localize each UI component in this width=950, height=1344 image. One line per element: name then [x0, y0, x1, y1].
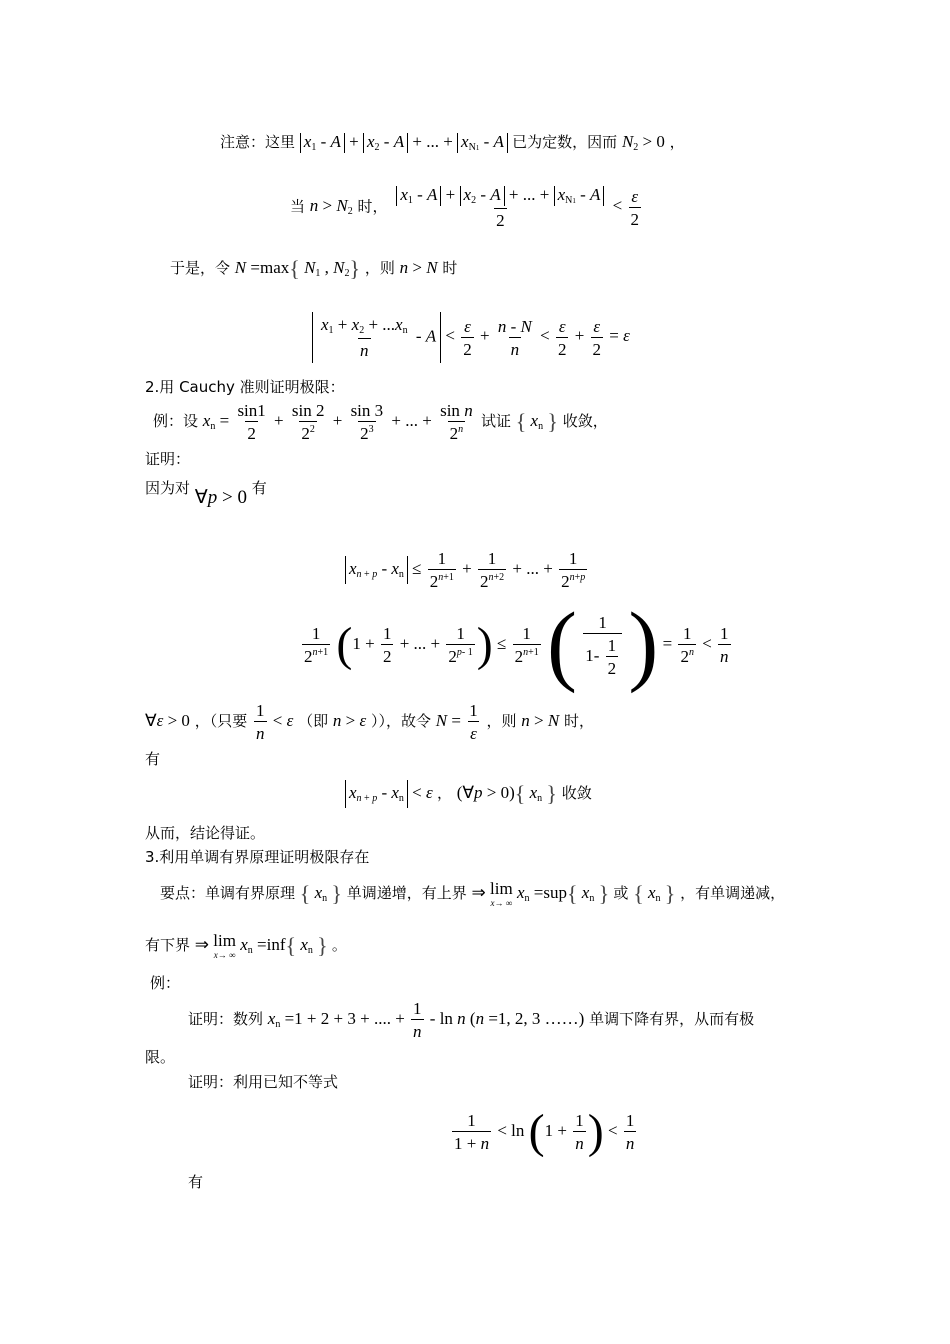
fraction: $\frac{x_1 - A + x_2 - A + ... + x_{N1} - A}{2}$ — [394, 186, 606, 229]
epsilon-line: ∀ε > 0 ，（只要 $\frac{1}{n}$ < ε （即 n > ε ）），故令 N = $\frac{1}{\varepsilon}$ ，则 n > N 时， — [145, 701, 595, 743]
thus-line: 于是，令 N =max{ $N_1$ , $N_2$} ，则 n > N 时 — [170, 256, 458, 281]
abs-sum-expression: $x_1 - A + x_2 - A$ + ... + $x_{N1}$ - A — [300, 132, 512, 151]
example-line: 例：设 $x_n$ = $\frac{\sin 1}{2}$ + $\frac{\sin 2}{2^2}$ + $\frac{\sin 3}{2^3}$ + ... + $\frac{\text{sin n}}{2^n}$ 试证 { $x_n$ } 收敛， — [153, 401, 608, 443]
lower-bound-line: 有下界 ⇒ lim x→ ∞ $x_n =inf${ $x_n$ } 。 — [145, 931, 347, 960]
log-inequality: $\frac{1}{1 + n}$ < ln (1 + $\frac{1}{n}$ ) < $\frac{1}{n}$ — [454, 1105, 635, 1158]
when-line: 当 $n > N_2$ 时， $\frac{x_1 - A + x_2 - A + ... + x_{N1} - A}{2}$ < $\frac{\varepsilon}{2}$ — [290, 185, 639, 230]
note-line: 注意：这里 $x_1 - A + x_2 - A$ + ... + $x_{N1}$ - A 已为定数，因而 $N_2 > 0$ ， — [220, 132, 685, 153]
conclusion: 从而，结论得证。 — [145, 824, 266, 842]
key-point-line: 要点：单调有界原理 { $x_n$ } 单调递增，有上界 ⇒ lim x→ ∞ $x_n =sup${ $x_n$ } 或 { $x_n$ } ，有单调递减， — [160, 879, 786, 908]
have-label-3: 有 — [188, 1173, 204, 1191]
epsilon-inequality: $\frac{x_1 + x_2 + ...x_n}{n}$ - A < $\frac{\varepsilon}{2}$ + $\frac{n - N}{n}$ < $\frac{\varepsilon}{2}$ + $\frac{\varepsilon}{2}$ = ε — [312, 312, 630, 363]
proof-inequality-label: 证明：利用已知不等式 — [188, 1073, 339, 1091]
have-label: 有 — [145, 750, 161, 768]
cauchy-inequality-2: $\frac{1}{2^{n+1}}$ (1 + $\frac{1}{2}$ + ... + $\frac{1}{2^{p- 1}}$ ) ≤ $\frac{1}{2^{n+1}}$ ( 1 1- $\frac{1}{2}$ ) = $\frac{1}{2^n}$ < $\frac{1}{n}$ — [304, 595, 729, 694]
convergence-line: $x_{n + p} - x_n < \varepsilon$ ， (∀p > 0){ $x_n$ } 收敛 — [345, 780, 592, 808]
proof-sequence-line: 证明：数列 $x_n =1 + 2 + 3$ + .... + $\frac{1}{n}$ - ln n (n =1, 2, 3 ……) 单调下降有界，从而有极 — [188, 999, 755, 1041]
because-line: 因为对 ∀p > 0 有 — [145, 479, 267, 508]
proof-label: 证明： — [145, 450, 191, 468]
limit-word: 限。 — [145, 1048, 176, 1066]
section-2-title: 2.用 Cauchy 准则证明极限： — [145, 378, 345, 396]
example-2-label: 例： — [150, 974, 181, 992]
section-3-title: 3.利用单调有界原理证明极限存在 — [145, 848, 370, 866]
cauchy-inequality-1: $x_{n + p} - x_n$ ≤ $\frac{1}{2^{n+1}}$ + $\frac{1}{2^{n+2}}$ + ... + $\frac{1}{2^{n+p}}$ — [345, 550, 589, 590]
